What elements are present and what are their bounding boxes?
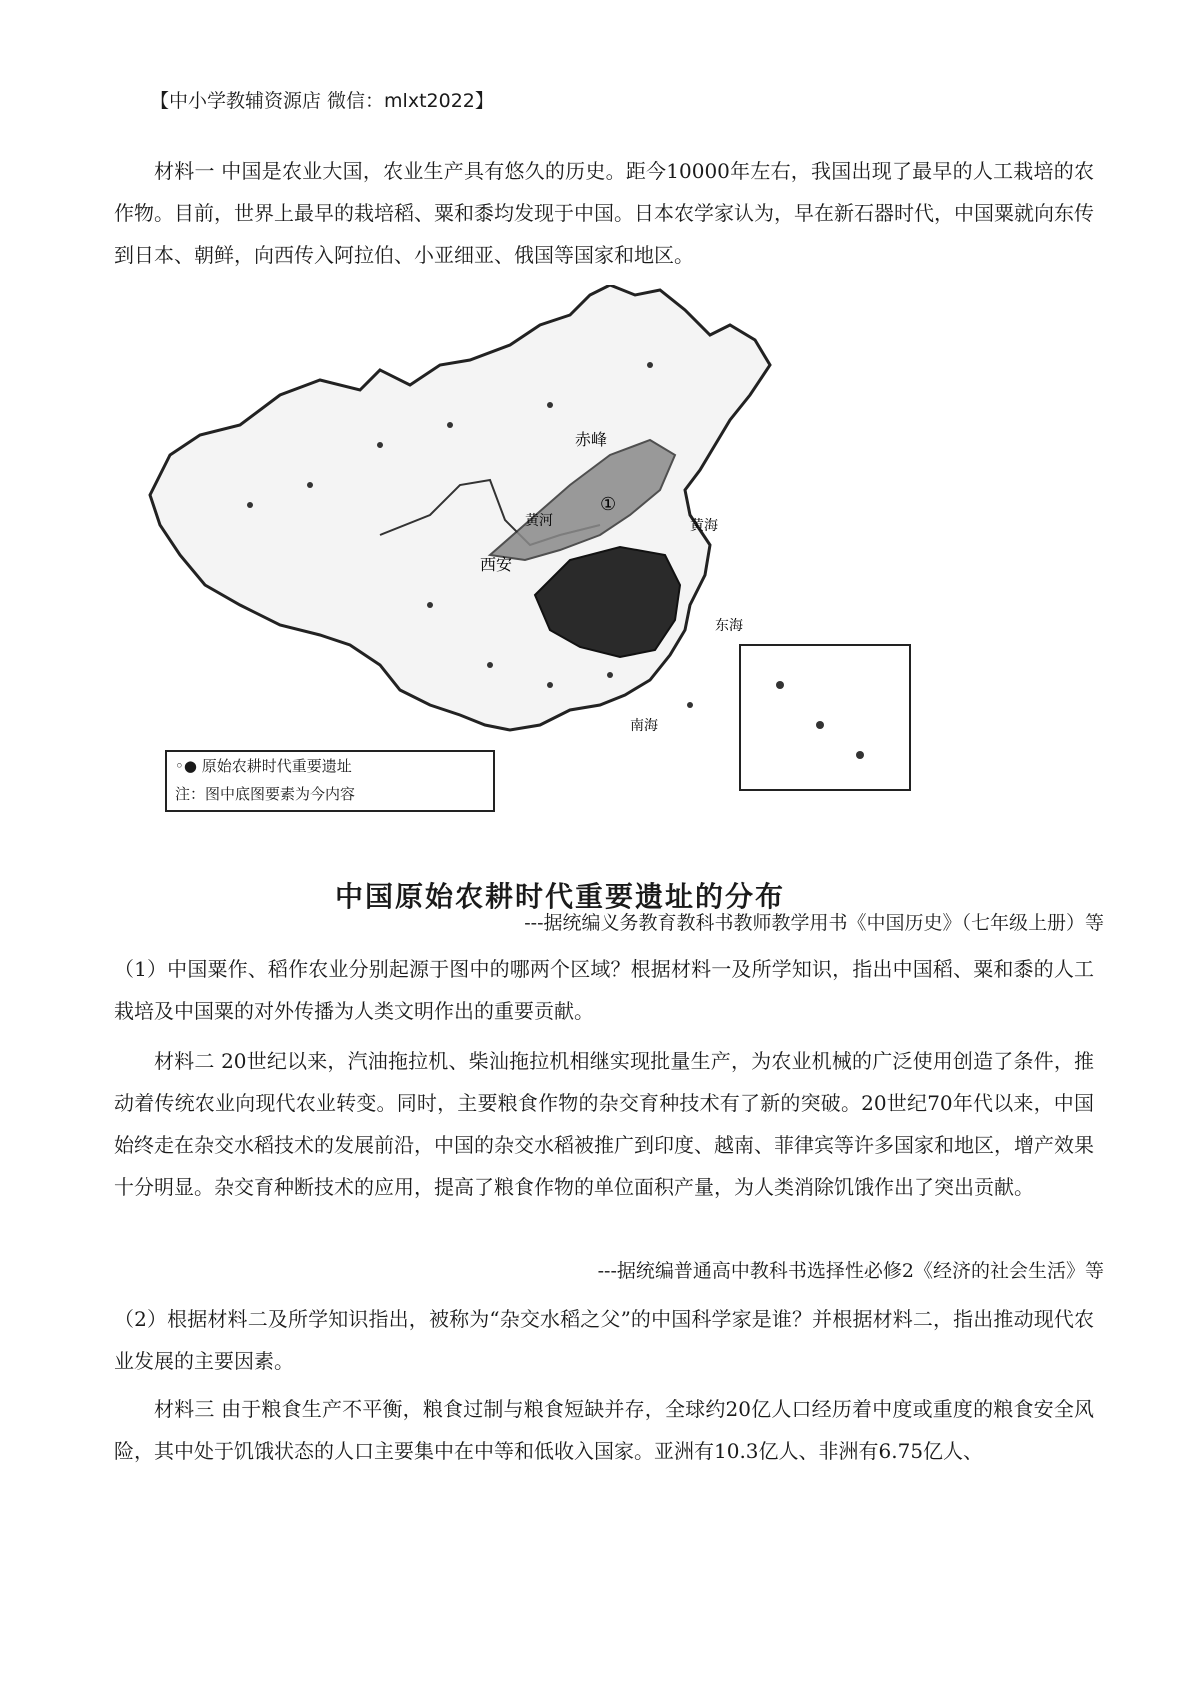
south-sea-inset xyxy=(740,645,910,790)
map-legend xyxy=(165,750,495,812)
watermark-header: 【中小学教辅资源店 微信：mlxt2022】 xyxy=(150,90,494,112)
material-1-paragraph: 材料一 中国是农业大国，农业生产具有悠久的历史。距今10000年左右，我国出现了最早的人工栽培的农作物。目前，世界上最早的栽培稻、粟和黍均发现于中国。日本农学家认为，早在新石器时代，中国粟就向东传到日本、朝鲜，向西传入阿拉伯、小亚细亚、俄国等国家和地区。 xyxy=(114,159,1094,267)
source-1: ---据统编义务教育教科书教师教学用书《中国历史》（七年级上册）等 xyxy=(524,912,1104,934)
label-chifeng: 赤峰 xyxy=(575,430,608,449)
china-map-figure xyxy=(130,285,990,913)
china-outline xyxy=(150,285,770,730)
label-east-sea: 东海 xyxy=(715,618,743,634)
label-xian: 西安 xyxy=(480,555,513,574)
question-2: （2）根据材料二及所学知识指出，被称为“杂交水稻之父”的中国科学家是谁？并根据材料二，指出推动现代农业发展的主要因素。 xyxy=(114,1307,1094,1373)
legend-line-2: 注：图中底图要素为今内容 xyxy=(175,785,356,803)
material-2-paragraph: 材料二 20世纪以来，汽油拖拉机、柴汕拖拉机相继实现批量生产，为农业机械的广泛使用创造了条件，推动着传统农业向现代农业转变。同时，主要粮食作物的杂交育种技术有了新的突破。20世纪70年代以来，中国始终走在杂交水稻技术的发展前沿，中国的杂交水稻被推广到印度、越南、菲律宾等许多国家和地区，增产效果十分明显。杂交育种断技术的应用，提高了粮食作物的单位面积产量，为人类消除饥饿作出了突出贡献。 xyxy=(114,1049,1094,1199)
question-1: （1）中国粟作、稻作农业分别起源于图中的哪两个区域？根据材料一及所学知识，指出中国稻、粟和黍的人工栽培及中国粟的对外传播为人类文明作出的重要贡献。 xyxy=(114,957,1094,1023)
legend-line-1: ◦● 原始农耕时代重要遗址 xyxy=(175,757,352,775)
material-3-paragraph: 材料三 由于粮食生产不平衡，粮食过制与粮食短缺并存，全球约20亿人口经历着中度或重度的粮食安全风险，其中处于饥饿状态的人口主要集中在中等和低收入国家。亚洲有10.3亿人、非洲有6.75亿人、 xyxy=(114,1397,1094,1463)
label-yellow-river: 黄河 xyxy=(525,513,553,529)
label-yellow-sea: 黄海 xyxy=(690,518,718,534)
label-region-1: ① xyxy=(600,494,617,515)
source-2: ---据统编普通高中教科书选择性必修2《经济的社会生活》等 xyxy=(597,1260,1104,1282)
map-caption: 中国原始农耕时代重要遗址的分布 xyxy=(334,880,785,913)
label-south-sea: 南海 xyxy=(630,718,658,734)
